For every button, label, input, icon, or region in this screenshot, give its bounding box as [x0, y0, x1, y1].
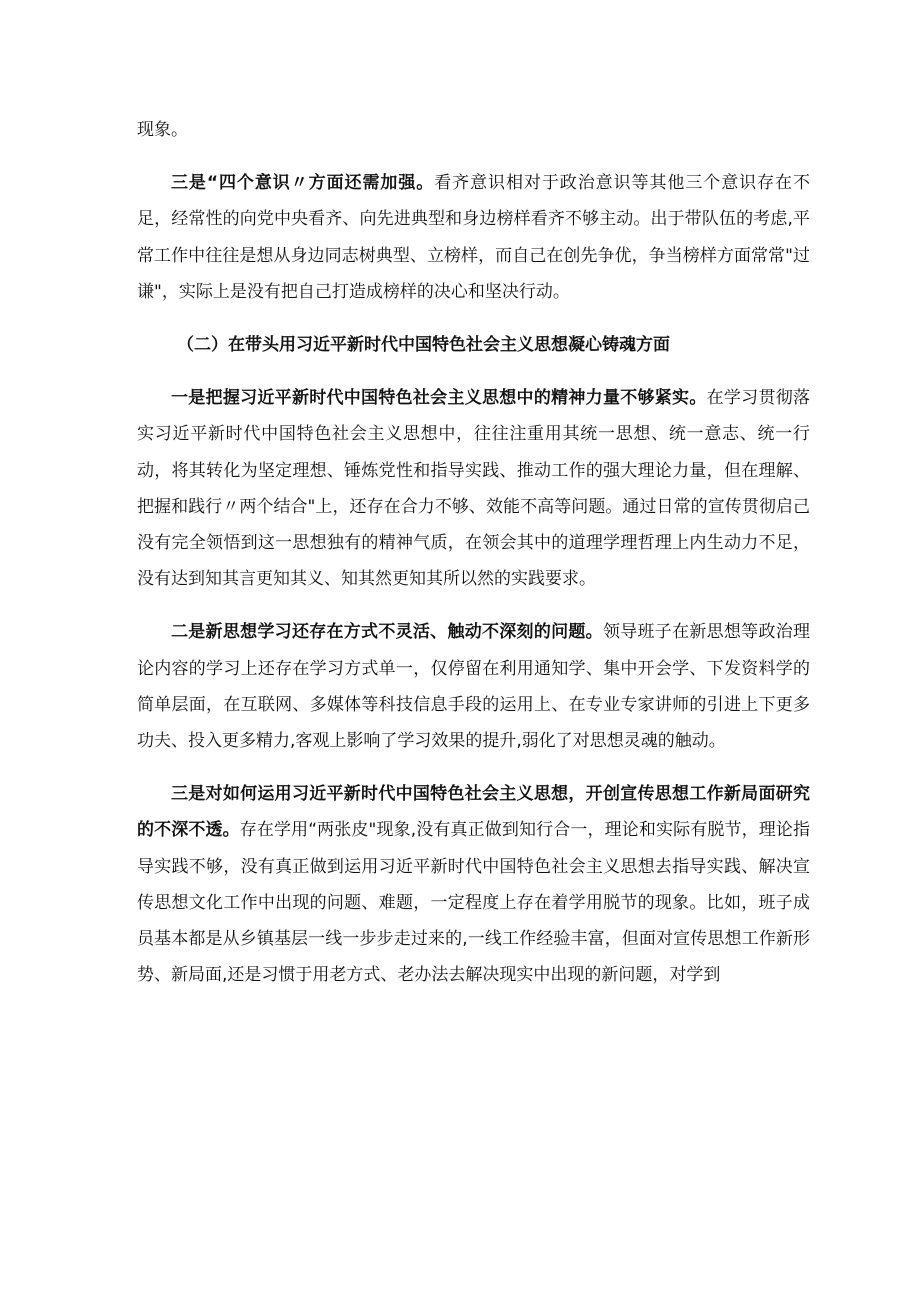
paragraph-four-consciousness	[137, 165, 810, 310]
paragraph-text: 在学习贯彻落实习近平新时代中国特色社会主义思想中，往往注重用其统一思想、统一意志、统一行动，将其转化为坚定理想、锤炼党性和指导实践、推动工作的强大理论力量，但在理解、把握和践行〃两个结合"上，还存在合力不够、效能不高等问题。通过日常的宣传贯彻启己没有完全领悟到这一思想独有的精神气质，在领会其中的道理学理哲理上内生动力不足，没有达到知其言更知其义、知其然更知其所以然的实践要求。	[137, 388, 811, 590]
paragraph-text: 看齐意识相对于政治意识等其他三个意识存在不足，经常性的向党中央看齐、向先进典型和身边榜样看齐不够主动。出于带队伍的考虑,平常工作中往往是想从身边同志树典型、立榜样，而自己在创先争优，争当榜样方面常常"过谦"，实际上是没有把自己打造成榜样的决心和坚决行动。	[137, 173, 810, 302]
paragraph-text: 领导班子在新思想等政治理论内容的学习上还存在学习方式单一，仅停留在利用通知学、集中开会学、下发资料学的简单层面，在互联网、多媒体等科技信息手段的运用上、在专业专家讲师的引进上下更多功夫、投入更多精力,客观上影响了学习效果的提升,弱化了对思想灵魂的触动。	[137, 622, 811, 752]
paragraph-point-one	[137, 380, 810, 597]
section-heading-text: （二）在带头用习近平新时代中国特色社会主义思想凝心铸魂方面	[177, 335, 670, 356]
paragraph-lead: 二是新思想学习还存在方式不灵活、触动不深刻的问题。	[171, 622, 603, 643]
paragraph-lead: 一是把握习近平新时代中国特色社会主义思想中的精神力量不够紧实。	[171, 388, 707, 409]
paragraph-continuation	[137, 112, 810, 148]
section-heading	[137, 327, 810, 363]
paragraph-lead: 三是对如何运用习近平新时代中国特色社会主义思想，开创宣传思想工作新局面研究的不深不透。	[137, 784, 810, 841]
paragraph-text: 现象。	[137, 120, 188, 140]
paragraph-text: 存在学用“两张皮"现象,没有真正做到知行合一，理论和实际有脱节，理论指导实践不够，没有真正做到运用习近平新时代中国特色社会主义思想去指导实践、解决宣传思想文化工作中出现的问题、难题，一定程度上存在着学用脱节的现象。比如，班子成员基本都是从乡镇基层一线一步步走过来的,一线工作经验丰富，但面对宣传思想工作新形势、新局面,还是习惯于用老方式、老办法去解决现实中出现的新问题，对学到	[137, 820, 811, 986]
paragraph-lead: 三是“四个意识〃方面还需加强。	[171, 173, 435, 194]
paragraph-point-three	[137, 776, 810, 993]
paragraph-point-two	[137, 614, 810, 759]
